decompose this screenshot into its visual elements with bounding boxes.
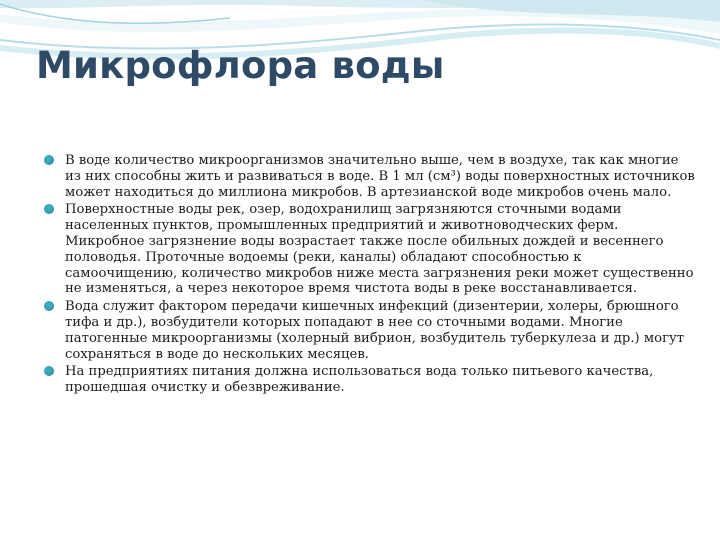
list-item [44, 364, 696, 396]
list-item [44, 202, 696, 297]
round-bullet-icon [44, 155, 54, 165]
list-item [44, 153, 696, 200]
round-bullet-icon [44, 204, 54, 214]
bullet-list [44, 153, 696, 398]
round-bullet-icon [44, 366, 54, 376]
slide-title: Микрофлора воды [36, 44, 445, 87]
bullet-text: Поверхностные воды рек, озер, водохранилищ загрязняются сточными водами населенных пунктов, промышленных предприятий и животноводческих ферм. Микробное загрязнение воды возрастает также после обильных дождей и весеннего половодья. Проточные водоемы (реки, каналы) обладают способностью к самоочищению, количество микробов ниже места загрязнения реки может существенно не изменяться, а через некоторое время чистота воды в реке восстанавливается. [65, 202, 694, 297]
round-bullet-icon [44, 301, 54, 311]
bullet-text: Вода служит фактором передачи кишечных инфекций (дизентерии, холеры, брюшного тифа и др.), возбудители которых попадают в нее со сточными водами. Многие патогенные микроорганизмы (холерный вибрион, возбудитель туберкулеза и др.) могут сохраняться в воде до нескольких месяцев. [65, 299, 685, 362]
bullet-text: На предприятиях питания должна использоваться вода только питьевого качества, прошедшая очистку и обезвреживание. [65, 364, 654, 396]
list-item [44, 299, 696, 362]
bullet-text: В воде количество микроорганизмов значительно выше, чем в воздухе, так как многие из них способны жить и развиваться в воде. В 1 мл (см³) воды поверхностных источников может находиться до миллиона микробов. В артезианской воде микробов очень мало. [65, 153, 695, 200]
